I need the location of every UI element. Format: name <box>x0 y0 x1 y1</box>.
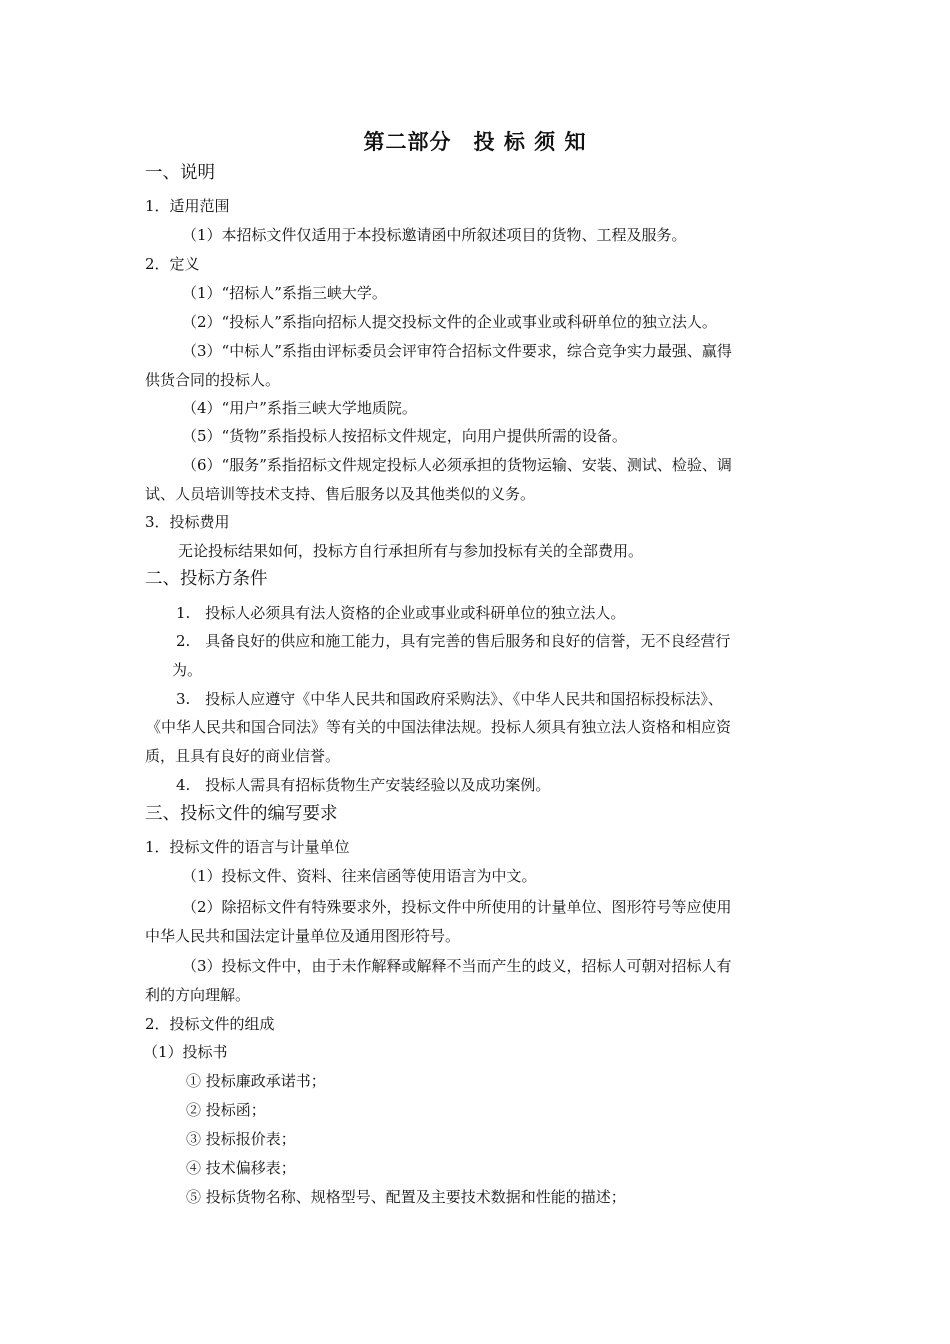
numbered-item: 3. 投标人应遵守《中华人民共和国政府采购法》、《中华人民共和国招标投标法》、 <box>176 690 723 708</box>
numbered-item: 4. 投标人需具有招标货物生产安装经验以及成功案例。 <box>176 776 551 794</box>
paragraph-continued: 试、人员培训等技术支持、售后服务以及其他类似的义务。 <box>145 485 536 503</box>
section-heading-1: 一、说明 <box>145 163 215 183</box>
subheading-fees: 3．投标费用 <box>145 513 230 531</box>
numbered-item-continued: 质，且具有良好的商业信誉。 <box>145 747 341 765</box>
numbered-item-continued: 《中华人民共和国合同法》等有关的中国法律法规。投标人须具有独立法人资格和相应资 <box>146 718 732 736</box>
paragraph: （4）“用户”系指三峡大学地质院。 <box>182 399 417 417</box>
subheading-composition: 2．投标文件的组成 <box>145 1015 275 1033</box>
subheading-definitions: 2．定义 <box>145 255 200 273</box>
paragraph-continued: 利的方向理解。 <box>145 986 251 1004</box>
section-heading-3: 三、投标文件的编写要求 <box>145 804 338 824</box>
paragraph: （5）“货物”系指投标人按招标文件规定，向用户提供所需的设备。 <box>182 427 627 445</box>
subheading-language: 1．投标文件的语言与计量单位 <box>145 838 350 856</box>
paragraph: （1）“招标人”系指三峡大学。 <box>182 284 387 302</box>
list-item: ③ 投标报价表； <box>186 1130 296 1148</box>
numbered-item: 2. 具备良好的供应和施工能力，具有完善的售后服务和良好的信誉，无不良经营行 <box>176 632 731 650</box>
list-item: ④ 技术偏移表； <box>186 1159 296 1177</box>
list-item: ① 投标廉政承诺书； <box>186 1072 326 1090</box>
list-item: ⑤ 投标货物名称、规格型号、配置及主要技术数据和性能的描述； <box>186 1188 626 1206</box>
paragraph: （3）投标文件中，由于未作解释或解释不当而产生的歧义，招标人可朝对招标人有 <box>182 957 732 975</box>
numbered-item: 1. 投标人必须具有法人资格的企业或事业或科研单位的独立法人。 <box>176 604 626 622</box>
page-title: 第二部分 投 标 须 知 <box>363 130 587 154</box>
section-heading-2: 二、投标方条件 <box>145 569 268 589</box>
paragraph: （6）“服务”系指招标文件规定投标人必须承担的货物运输、安装、测试、检验、调 <box>182 456 732 474</box>
paragraph: （2）除招标文件有特殊要求外，投标文件中所使用的计量单位、图形符号等应使用 <box>182 898 732 916</box>
paragraph: 无论投标结果如何，投标方自行承担所有与参加投标有关的全部费用。 <box>178 542 644 560</box>
list-item: ② 投标函； <box>186 1101 266 1119</box>
paragraph: （3）“中标人”系指由评标委员会评审符合招标文件要求，综合竞争实力最强、赢得 <box>182 342 732 360</box>
paragraph-continued: 供货合同的投标人。 <box>145 371 281 389</box>
subheading-bid-document: （1）投标书 <box>143 1043 228 1061</box>
paragraph: （2）“投标人”系指向招标人提交投标文件的企业或事业或科研单位的独立法人。 <box>182 313 717 331</box>
paragraph: （1）投标文件、资料、往来信函等使用语言为中文。 <box>182 867 537 885</box>
paragraph-continued: 中华人民共和国法定计量单位及通用图形符号。 <box>145 927 461 945</box>
subheading-scope: 1．适用范围 <box>145 197 230 215</box>
paragraph: （1）本招标文件仅适用于本投标邀请函中所叙述项目的货物、工程及服务。 <box>182 226 687 244</box>
numbered-item-continued: 为。 <box>172 661 203 679</box>
